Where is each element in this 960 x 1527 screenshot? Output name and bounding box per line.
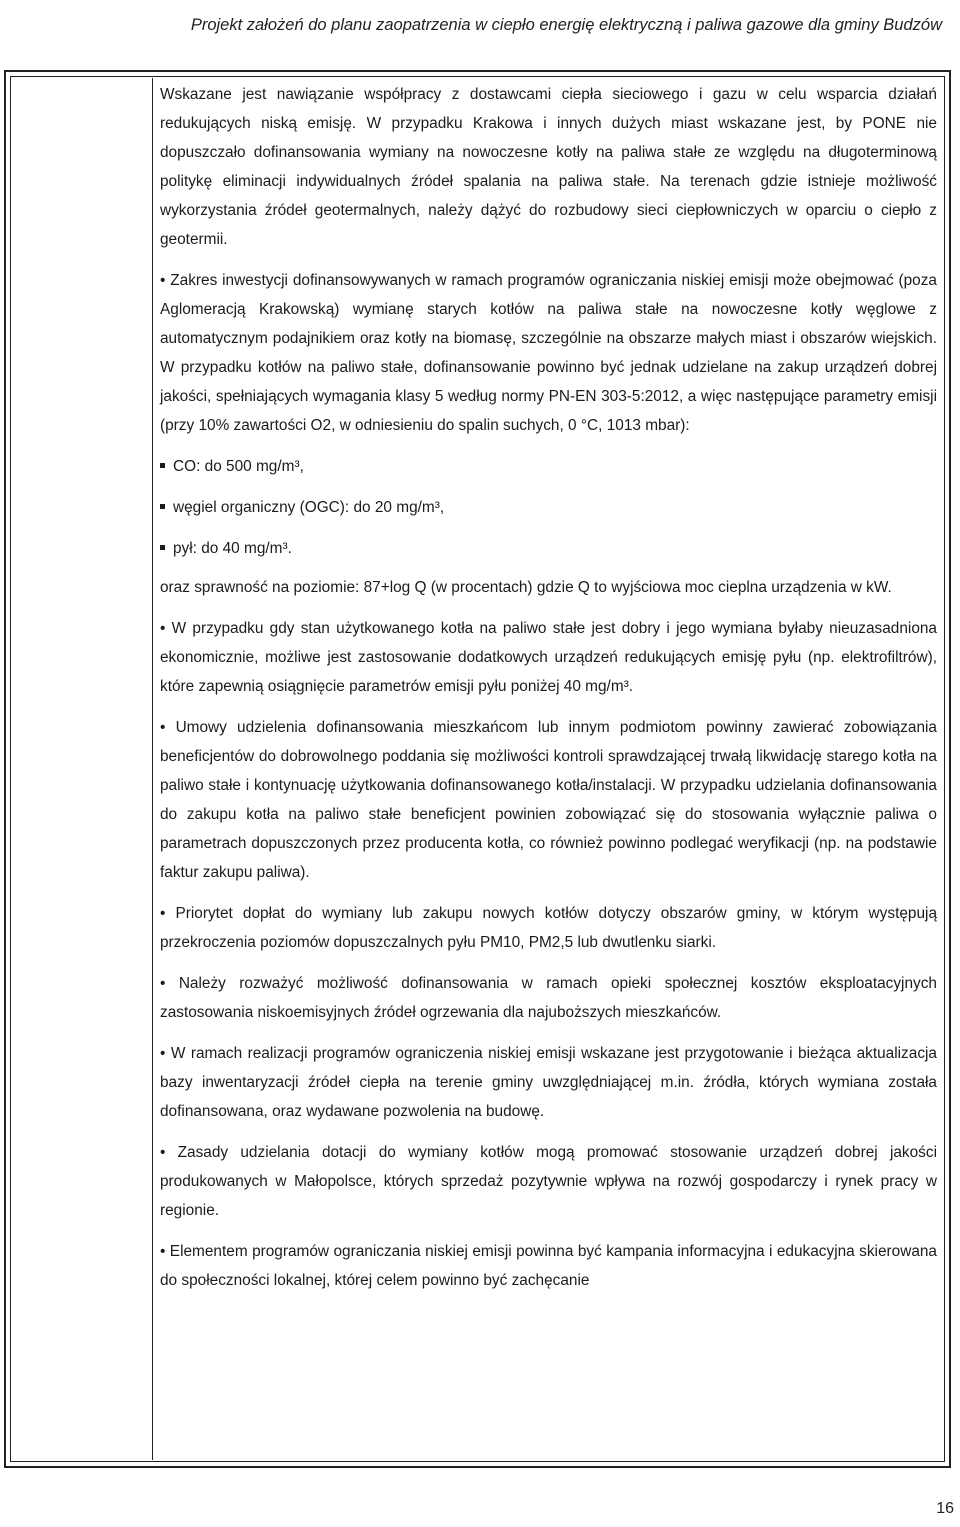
- bullet-inventory: • W ramach realizacji programów ograniczenia niskiej emisji wskazane jest przygotowanie i bieżąca aktualizacja bazy inwentaryzacji źródeł ciepła na terenie gminy uwzględniającej m.in. źródła, których wymiana została dofinansowana, oraz wydawane pozwolenia na budowę.: [160, 1045, 937, 1120]
- page-header: [0, 0, 960, 52]
- emission-item-co: [160, 452, 937, 481]
- square-bullet-icon: [160, 463, 165, 468]
- emission-item-text: CO: do 500 mg/m³,: [173, 458, 304, 475]
- bullet-priority: • Priorytet dopłat do wymiany lub zakupu nowych kotłów dotyczy obszarów gminy, w którym występują przekroczenia poziomów dopuszczalnych pyłu PM10, PM2,5 lub dwutlenku siarki.: [160, 905, 937, 951]
- emission-item-text: pył: do 40 mg/m³.: [173, 540, 292, 557]
- bullet-dust-reduction: • W przypadku gdy stan użytkowanego kotła na paliwo stałe jest dobry i jego wymiana byłaby nieuzasadniona ekonomicznie, możliwe jest zastosowanie dodatkowych urządzeń redukujących emisję pyłu (np. elektrofiltrów), które zapewnią osiągnięcie parametrów emisji pyłu poniżej 40 mg/m³.: [160, 620, 937, 695]
- bullet-social-support: • Należy rozważyć możliwość dofinansowania w ramach opieki społecznej kosztów eksploatacyjnych zastosowania niskoemisyjnych źródeł ogrzewania dla najuboższych mieszkańców.: [160, 975, 937, 1021]
- bullet-local-production: • Zasady udzielania dotacji do wymiany kotłów mogą promować stosowanie urządzeń dobrej jakości produkowanych w Małopolsce, których sprzedaż pozytywnie wpływa na rozwój gospodarczy i rynek pracy w regionie.: [160, 1144, 937, 1219]
- square-bullet-icon: [160, 504, 165, 509]
- header-title: Projekt założeń do planu zaopatrzenia w ciepło energię elektryczną i paliwa gazowe dla gminy Budzów: [190, 16, 942, 34]
- square-bullet-icon: [160, 545, 165, 550]
- paragraph-efficiency: oraz sprawność na poziomie: 87+log Q (w procentach) gdzie Q to wyjściowa moc cieplna urządzenia w kW.: [160, 579, 892, 596]
- bullet-investment-scope: • Zakres inwestycji dofinansowywanych w ramach programów ograniczania niskiej emisji może obejmować (poza Aglomeracją Krakowską) wymianę starych kotłów na paliwa stałe na nowoczesne kotły węglowe z automatycznym podajnikiem oraz kotły na biomasę, szczególnie na obszarze małych miast i obszarów wiejskich. W przypadku kotłów na paliwo stałe, dofinansowanie powinno być jednak udzielane na zakup urządzeń dobrej jakości, spełniających wymagania klasy 5 według normy PN-EN 303-5:2012, a więc następujące parametry emisji (przy 10% zawartości O2, w odniesieniu do spalin suchych, 0 °C, 1013 mbar):: [160, 272, 937, 434]
- emission-item-text: węgiel organiczny (OGC): do 20 mg/m³,: [173, 499, 445, 516]
- bullet-education-campaign: • Elementem programów ograniczania niskiej emisji powinna być kampania informacyjna i edukacyjna skierowana do społeczności lokalnej, której celem powinno być zachęcanie: [160, 1243, 937, 1289]
- table-content-cell: [160, 80, 937, 1295]
- table-left-column: [12, 78, 153, 1460]
- paragraph-cooperation: Wskazane jest nawiązanie współpracy z dostawcami ciepła sieciowego i gazu w celu wsparcia działań redukujących niską emisję. W przypadku Krakowa i innych dużych miast wskazane jest, by PONE nie dopuszczało dofinansowania wymiany na nowoczesne kotły na paliwa stałe ze względu na długoterminową politykę eliminacji indywidualnych źródeł spalania na paliwa stałe. Na terenach gdzie istnieje możliwość wykorzystania źródeł geotermalnych, należy dążyć do rozbudowy sieci ciepłowniczych w oparciu o ciepło z geotermii.: [160, 86, 937, 248]
- page-number: 16: [936, 1500, 954, 1517]
- emission-item-dust: [160, 534, 937, 563]
- emission-item-ogc: [160, 493, 937, 522]
- bullet-grant-agreements: • Umowy udzielenia dofinansowania mieszkańcom lub innym podmiotom powinny zawierać zobowiązania beneficjentów do dobrowolnego poddania się możliwości kontroli sprawdzającej trwałą likwidację starego kotła na paliwo stałe i kontynuację użytkowania dofinansowanego kotła/instalacji. W przypadku udzielania dofinansowania do zakupu kotła na paliwo stałe beneficjent powinien zobowiązać się do stosowania wyłącznie paliwa o parametrach dopuszczonych przez producenta kotła, co również powinno podlegać weryfikacji (np. na podstawie faktur zakupu paliwa).: [160, 719, 937, 881]
